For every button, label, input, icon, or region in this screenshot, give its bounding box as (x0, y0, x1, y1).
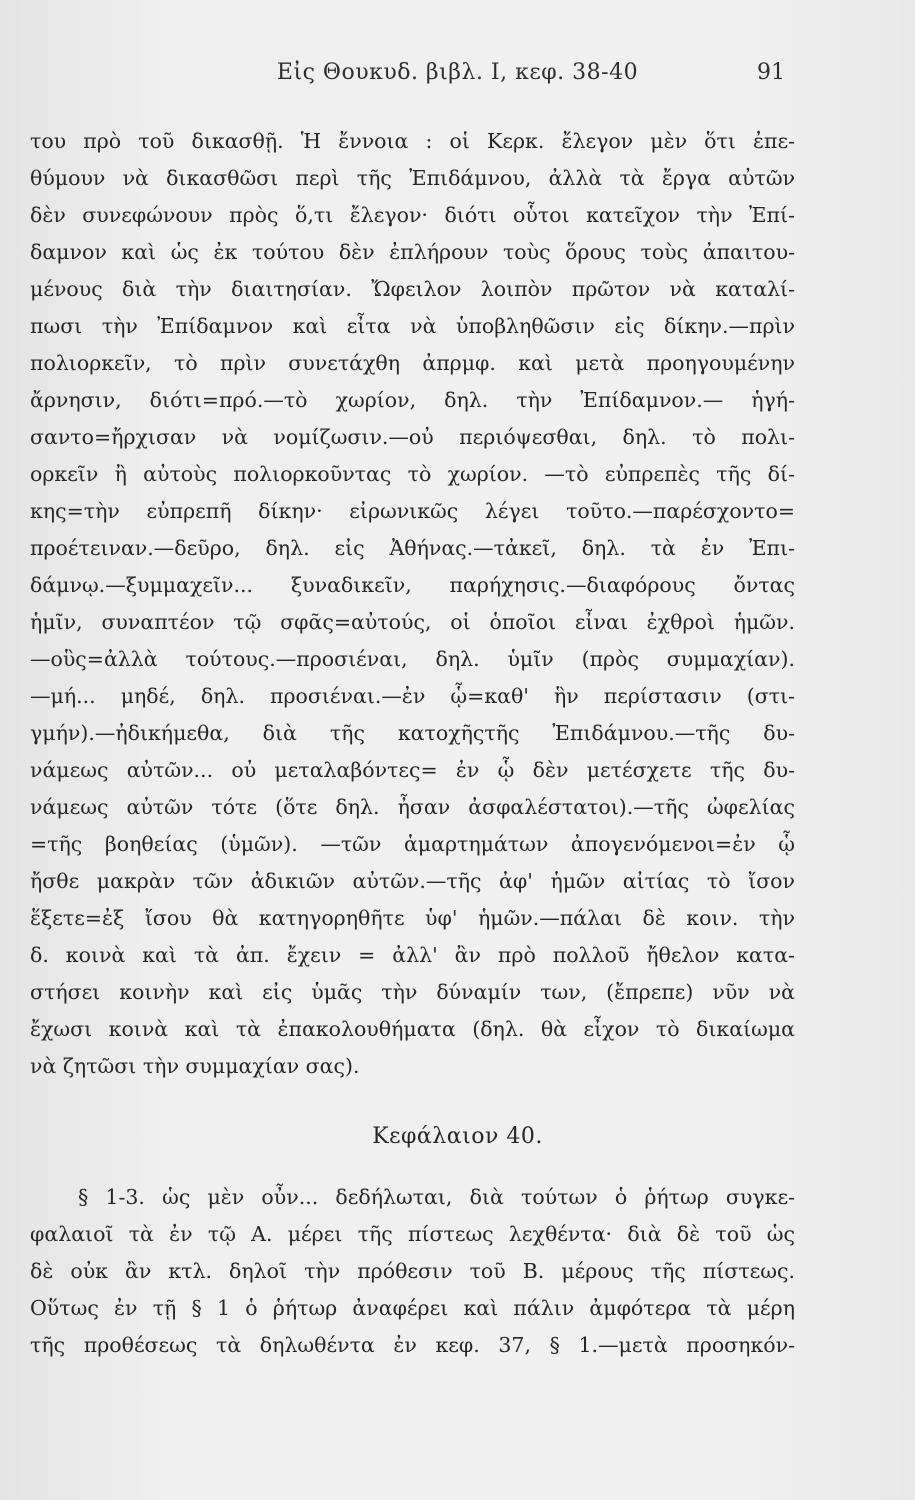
commentary-line: δ. κοινὰ καὶ τὰ ἀπ. ἔχειν = ἀλλ' ἂν πρὸ πολλοῦ ἤθελον κατα- (30, 943, 795, 967)
commentary-line: δὲν συνεφώνουν πρὸς ὅ,τι ἔλεγον· διότι οὗτοι κατεῖχον τὴν Ἐπί- (30, 203, 795, 227)
commentary-line: μένους διὰ τὴν διαιτησίαν. Ὤφειλον λοιπὸν πρῶτον νὰ καταλί- (30, 277, 795, 301)
commentary-line: νάμεως αὐτῶν... οὐ μεταλαβόντες= ἐν ᾧ δὲν μετέσχετε τῆς δυ- (30, 758, 795, 782)
commentary-line: δαμνον καὶ ὡς ἐκ τούτου δὲν ἐπλήρουν τοὺς ὅρους τοὺς ἀπαιτου- (30, 240, 795, 264)
commentary-line: στήσει κοινὴν καὶ εἰς ὑμᾶς τὴν δύναμίν των, (ἔπρεπε) νῦν νὰ (30, 980, 795, 1004)
commentary-line: δάμνῳ.—ξυμμαχεῖν... ξυναδικεῖν, παρήχησις.—διαφόρους ὄντας (30, 573, 795, 597)
commentary-line: κης=τὴν εὐπρεπῆ δίκην· εἰρωνικῶς λέγει τοῦτο.—παρέσχοντο= (30, 499, 795, 523)
commentary-line: γμήν).—ἠδικήμεθα, διὰ τῆς κατοχῆςτῆς Ἐπιδάμνου.—τῆς δυ- (30, 721, 795, 745)
commentary-line: πωσι τὴν Ἐπίδαμνον καὶ εἶτα νὰ ὑποβληθῶσιν εἰς δίκην.—πρὶν (30, 314, 795, 338)
commentary-line: ἕξετε=ἐξ ἴσου θὰ κατηγορηθῆτε ὑφ' ἡμῶν.—πάλαι δὲ κοιν. τὴν (30, 906, 795, 930)
chapter-line: φαλαιοῖ τὰ ἐν τῷ Α. μέρει τῆς πίστεως λεχθέντα· διὰ δὲ τοῦ ὡς (30, 1222, 795, 1246)
commentary-line: ἄρνησιν, διότι=πρό.—τὸ χωρίον, δηλ. τὴν Ἐπίδαμνον.— ἡγή- (30, 388, 795, 412)
commentary-line: νάμεως αὐτῶν τότε (ὅτε δηλ. ἦσαν ἀσφαλέστατοι).—τῆς ὠφελίας (30, 795, 795, 819)
commentary-line: σαντο=ἤρχισαν νὰ νομίζωσιν.—οὐ περιόψεσθαι, δηλ. τὸ πολι- (30, 425, 795, 449)
chapter-line: § 1-3. ὡς μὲν οὖν... δεδήλωται, διὰ τούτων ὁ ῥήτωρ συγκε- (78, 1185, 795, 1209)
chapter-heading: Κεφάλαιον 40. (372, 1124, 543, 1149)
commentary-line: προέτειναν.—δεῦρο, δηλ. εἰς Ἀθήνας.—τἀκεῖ, δηλ. τὰ ἐν Ἐπι- (30, 536, 795, 560)
commentary-line: θύμουν νὰ δικασθῶσι περὶ τῆς Ἐπιδάμνου, ἀλλὰ τὰ ἔργα αὐτῶν (30, 166, 795, 190)
commentary-line: πολιορκεῖν, τὸ πρὶν συνετάχθη ἀπρμφ. καὶ μετὰ προηγουμένην (30, 351, 795, 375)
running-title: Εἰς Θουκυδ. βιβλ. Ι, κεφ. 38-40 (276, 60, 639, 85)
commentary-line: ἤσθε μακρὰν τῶν ἀδικιῶν αὐτῶν.—τῆς ἀφ' ἡμῶν αἰτίας τὸ ἴσον (30, 869, 795, 893)
page-number: 91 (757, 60, 785, 85)
running-header (0, 60, 915, 90)
commentary-line: —μή... μηδέ, δηλ. προσιέναι.—ἐν ᾧ=καθ' ἣν περίστασιν (στι- (30, 684, 795, 708)
commentary-line: =τῆς βοηθείας (ὑμῶν). —τῶν ἁμαρτημάτων ἀπογενόμενοι=ἐν ᾧ (30, 832, 795, 856)
commentary-line: του πρὸ τοῦ δικασθῇ. Ἡ ἔννοια : οἱ Κερκ. ἔλεγον μὲν ὅτι ἐπε- (30, 129, 795, 153)
commentary-line: ορκεῖν ἢ αὐτοὺς πολιορκοῦντας τὸ χωρίον. —τὸ εὐπρεπὲς τῆς δί- (30, 462, 795, 486)
chapter-line: τῆς προθέσεως τὰ δηλωθέντα ἐν κεφ. 37, § 1.—μετὰ προσηκόν- (30, 1333, 795, 1357)
commentary-line: νὰ ζητῶσι τὴν συμμαχίαν σας). (30, 1054, 360, 1078)
chapter-line: Οὕτως ἐν τῇ § 1 ὁ ῥήτωρ ἀναφέρει καὶ πάλιν ἀμφότερα τὰ μέρη (30, 1296, 795, 1320)
commentary-line: —οὓς=ἀλλὰ τούτους.—προσιέναι, δηλ. ὑμῖν (πρὸς συμμαχίαν). (30, 647, 795, 671)
commentary-line: ἡμῖν, συναπτέον τῷ σφᾶς=αὐτούς, οἱ ὁποῖοι εἶναι ἐχθροὶ ἡμῶν. (30, 610, 795, 634)
chapter-line: δὲ οὐκ ἂν κτλ. δηλοῖ τὴν πρόθεσιν τοῦ Β. μέρους τῆς πίστεως. (30, 1259, 795, 1283)
commentary-line: ἔχωσι κοινὰ καὶ τὰ ἐπακολουθήματα (δηλ. θὰ εἶχον τὸ δικαίωμα (30, 1017, 795, 1041)
